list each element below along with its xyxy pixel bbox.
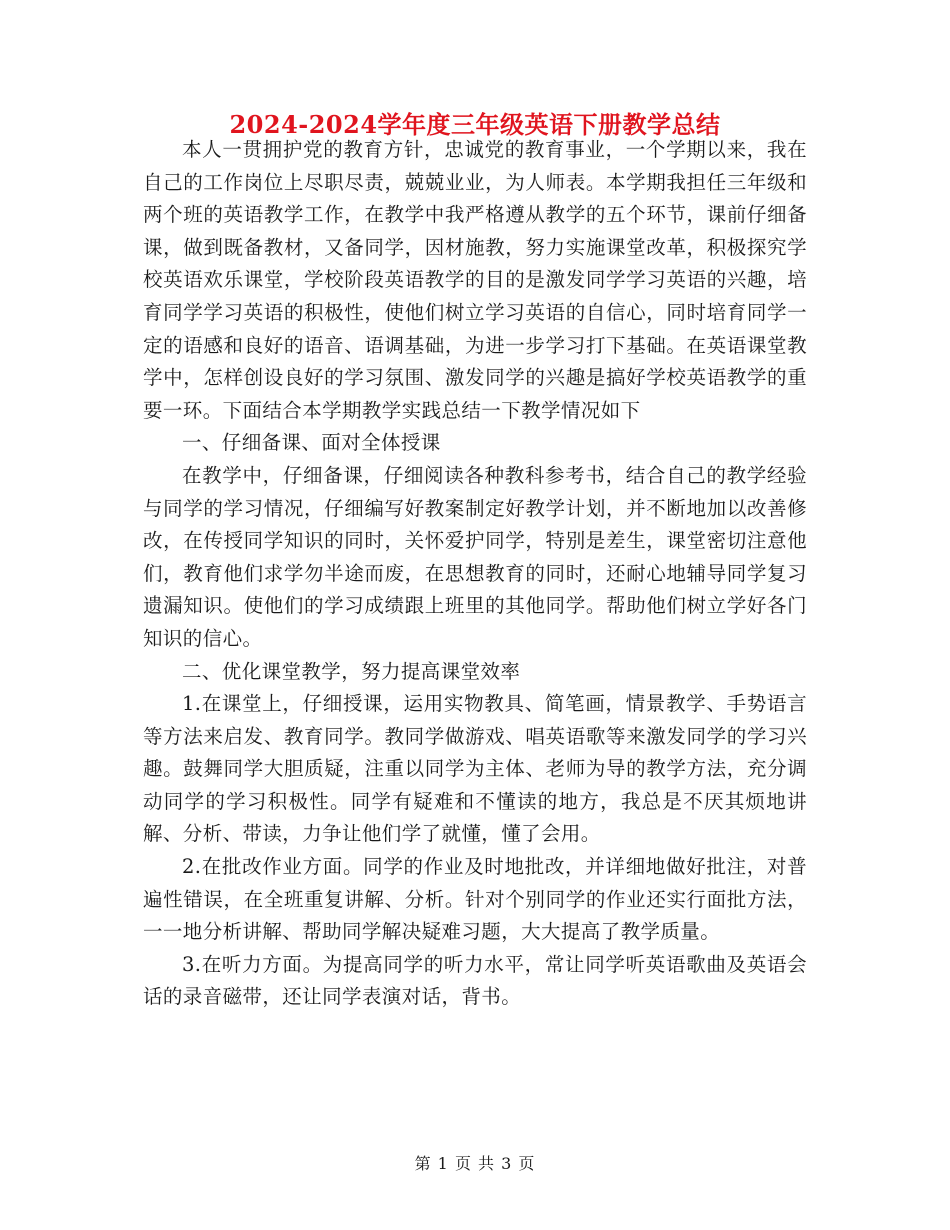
paragraph-item-3: 3.在听力方面。为提高同学的听力水平，常让同学听英语歌曲及英语会话的录音磁带，还让同学表演对话，背书。: [143, 952, 807, 1009]
paragraph-section-1: 在教学中，仔细备课，仔细阅读各种教科参考书，结合自己的教学经验与同学的学习情况，仔细编写好教案制定好教学计划，并不断地加以改善修改，在传授同学知识的同时，关怀爱护同学，特别是差生，课堂密切注意他们，教育他们求学勿半途而废，在思想教育的同时，还耐心地辅导同学复习遗漏知识。使他们的学习成绩跟上班里的其他同学。帮助他们树立学好各门知识的信心。: [143, 463, 807, 650]
section-heading-1: 一、仔细备课、面对全体授课: [182, 431, 441, 455]
section-heading-2: 二、优化课堂教学，努力提高课堂效率: [182, 659, 521, 683]
document-title: 2024-2024学年度三年级英语下册教学总结: [229, 110, 721, 139]
paragraph-item-1: 1.在课堂上，仔细授课，运用实物教具、简笔画，情景教学、手势语言等方法来启发、教育同学。教同学做游戏、唱英语歌等来激发同学的学习兴趣。鼓舞同学大胆质疑，注重以同学为主体、老师为导的教学方法，充分调动同学的学习积极性。同学有疑难和不懂读的地方，我总是不厌其烦地讲解、分析、带读，力争让他们学了就懂，懂了会用。: [143, 692, 807, 846]
paragraph-item-2: 2.在批改作业方面。同学的作业及时地批改，并详细地做好批注，对普遍性错误，在全班重复讲解、分析。针对个别同学的作业还实行面批方法，一一地分析讲解、帮助同学解决疑难习题，大大提高了教学质量。: [143, 855, 807, 944]
page-footer: 第 1 页 共 3 页: [414, 1154, 536, 1173]
paragraph-intro: 本人一贯拥护党的教育方针，忠诚党的教育事业，一个学期以来，我在自己的工作岗位上尽职尽责，兢兢业业，为人师表。本学期我担任三年级和两个班的英语教学工作，在教学中我严格遵从教学的五个环节，课前仔细备课，做到既备教材，又备同学，因材施教，努力实施课堂改革，积极探究学校英语欢乐课堂，学校阶段英语教学的目的是激发同学学习英语的兴趣，培育同学学习英语的积极性，使他们树立学习英语的自信心，同时培育同学一定的语感和良好的语音、语调基础，为进一步学习打下基础。在英语课堂教学中，怎样创设良好的学习氛围、激发同学的兴趣是搞好学校英语教学的重要一环。下面结合本学期教学实践总结一下教学情况如下: [143, 138, 807, 422]
document-body: [143, 134, 807, 1014]
